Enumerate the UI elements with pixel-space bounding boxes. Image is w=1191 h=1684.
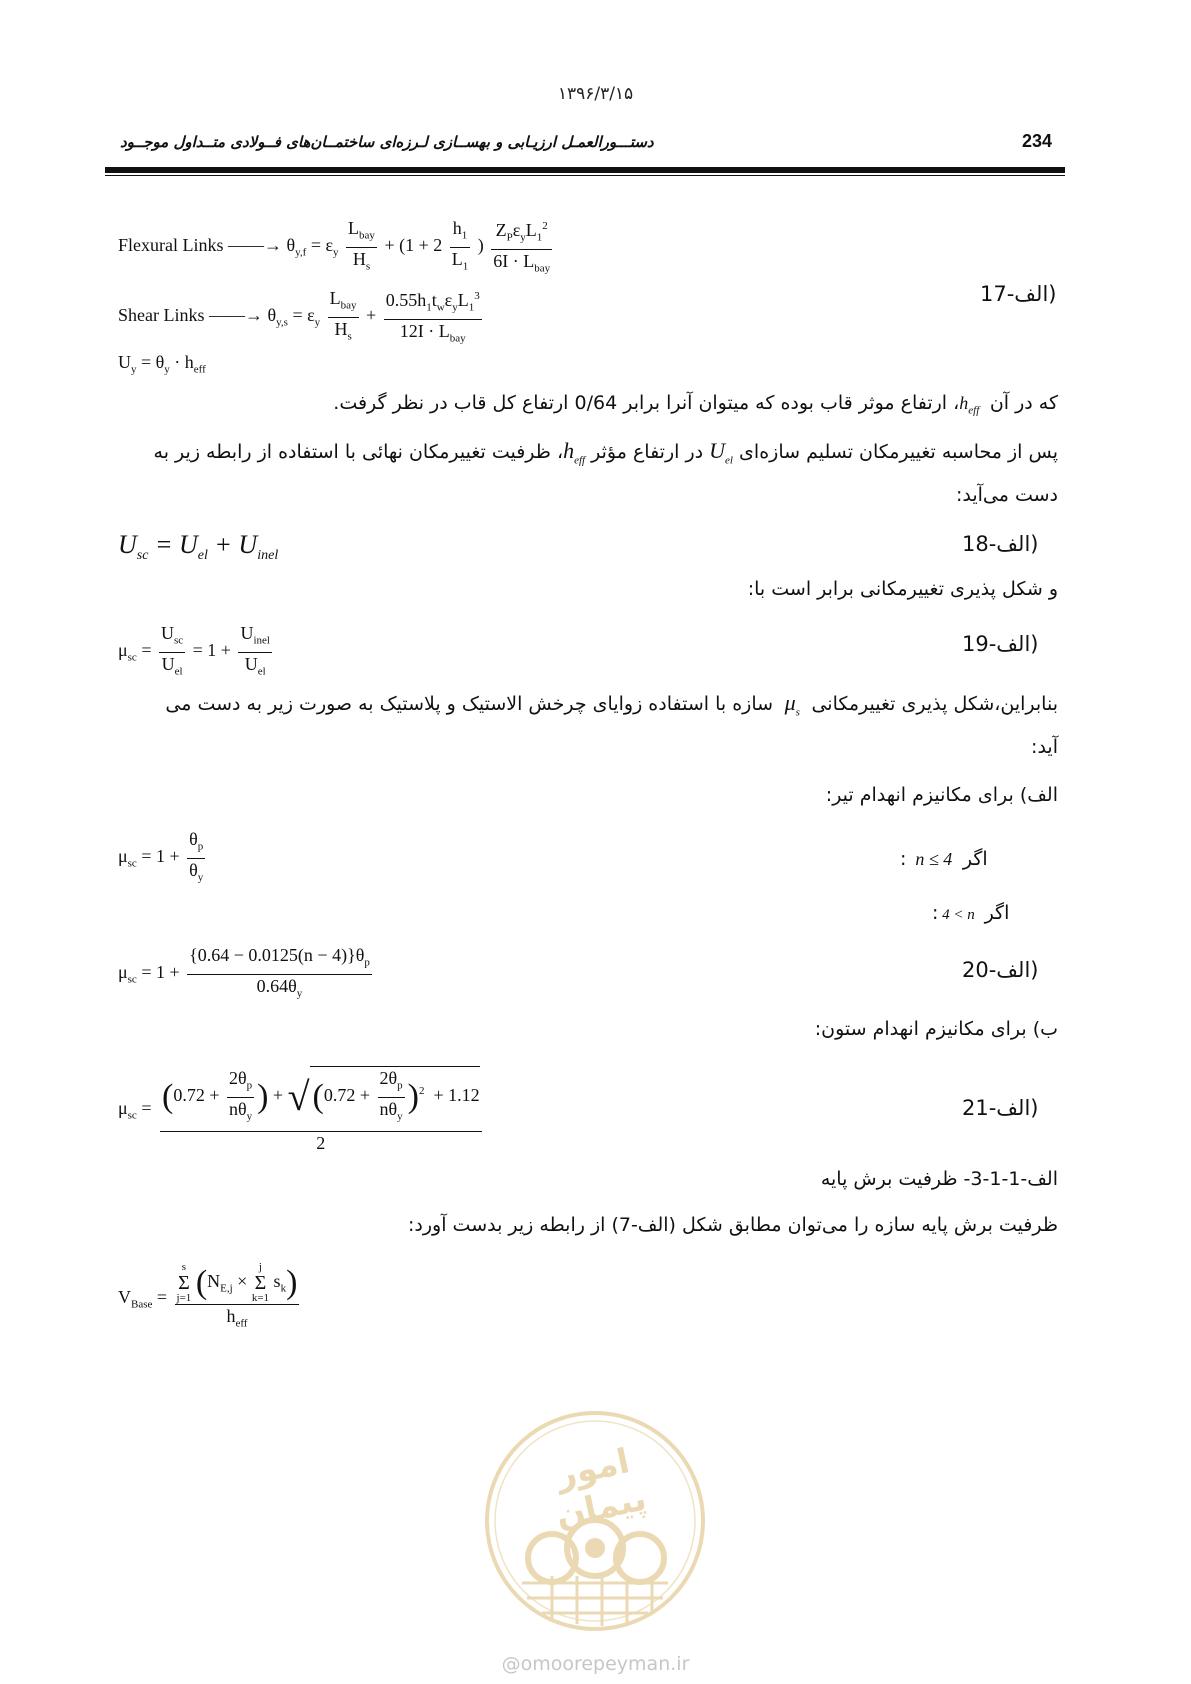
- eq-label-a18: (الف-18: [962, 532, 1039, 556]
- symbol-heff: $h_{eff}$: [959, 393, 984, 417]
- watermark-logo: [482, 1408, 708, 1634]
- section-heading-base-shear: الف-1-1-3- ظرفیت برش پایه: [820, 1168, 1058, 1190]
- watermark-logo-text: امور پیمان: [552, 1441, 650, 1537]
- eq-label-a19: (الف-19: [962, 632, 1039, 656]
- paragraph-ductility: و شکل پذیری تغییرمکانی برابر است با:: [747, 578, 1058, 600]
- watermark-url: @omoorepeyman.ir: [501, 1653, 690, 1675]
- page-number: 234: [1022, 131, 1053, 151]
- date-stamp: ۱۳۹۶/۳/۱۵: [557, 84, 634, 104]
- eq-mu-sc-a21: $\mu_{sc}$ = (0.72 + $\frac{2\theta_p}{n\theta_y}$ ) + √(0.72 + $\frac{2\theta_p}{n\theta_y}$ )$^2$ + 1.12 2: [118, 1068, 480, 1154]
- eq-v-base: $V_{Base}$ = s Σ j=1 ($N_{E,j} \times j$ Σ k=1 $s_k$) $h_{eff}$: [118, 1261, 298, 1330]
- header-rule: [105, 167, 1065, 173]
- eq-mu-sc-a20: $\mu_{sc} = 1$ + $\frac{\{0.64 - 0.0125(n - 4)\}\theta_p}{0.64\theta_y}$: [118, 945, 370, 1000]
- eq-label-a20: (الف-20: [962, 958, 1039, 982]
- paragraph-base-shear: ظرفیت برش پایه سازه را می‌توان مطابق شکل (الف-7) از رابطه زیر بدست آورد:: [408, 1214, 1058, 1236]
- eq-label-a17: (الف-17: [980, 282, 1057, 306]
- eq-shear-links: Shear Links ——→ $\theta_{y,s} = \varepsilon_y$ $\frac{L_{bay}}{H_s}$ + $\frac{0.55h_1t_w\varepsilon_yL_1^3}{12I \cdot L_{bay}}$: [118, 285, 485, 349]
- header-rule-thin: [105, 175, 1065, 176]
- item-beam-mechanism: الف) برای مکانیزم انهدام تیر:: [825, 784, 1058, 806]
- item-column-mechanism: ب) برای مکانیزم انهدام ستون:: [814, 1018, 1058, 1040]
- paragraph-rotation-line2: آید:: [1031, 736, 1058, 758]
- eq-usc: $U_{sc} = U_{el} + U_{inel}$: [118, 530, 279, 564]
- paragraph-uel: پس از محاسبه تغییرمکان تسلیم سازه‌ای $U_{el}$ در ارتفاع مؤثر $h_{eff}،$ ظرفیت تغییرمکان نهائی با استفاده از رابطه زیر به: [153, 438, 1058, 467]
- eq-uy: $U_y = \theta_y \cdot h_{eff}$: [118, 352, 206, 376]
- eq-mu-sc-beam: $\mu_{sc} = 1$ + $\frac{\theta_p}{\theta_y}$: [118, 829, 204, 884]
- at-icon: @: [501, 1653, 521, 1675]
- running-title: دستـــورالعمـل ارزیـابی و بهســازی لـرزه‌ای ساختمــان‌های فــولادی متــداول موجــود: [120, 133, 654, 151]
- paragraph-rotation: بنابراین،شکل پذیری تغییرمکانی $\mu_s$ سازه با استفاده زوایای چرخش الاستیک و پلاستیک به صورت زیر به دست می: [165, 690, 1058, 719]
- eq-label-a21: (الف-21: [962, 1096, 1039, 1120]
- condition-n-le-4: اگر n ≤ 4 :: [900, 848, 988, 870]
- paragraph-heff: که در آن $h_{eff}،$ ارتفاع موثر قاب بوده که میتوان آنرا برابر 0/64 ارتفاع کل قاب در نظر گرفت.: [333, 392, 1058, 417]
- paragraph-uel-line2: دست می‌آید:: [955, 484, 1058, 506]
- condition-n-gt-4: اگر 4 < n :: [932, 902, 1010, 924]
- eq-flexural-links: Flexural Links ——→ $\theta_{y,f} = \varepsilon_y$ $\frac{L_{bay}}{H_s}$ + (1 + 2 $\frac{h_1}{L_1}$ ) $\frac{Z_P\varepsilon_yL_1^2}{6I \cdot L_{bay}}$: [118, 215, 555, 279]
- eq-mu-sc-a19: $\mu_{sc}$ = $\frac{U_{sc}}{U_{el}}$ = 1 + $\frac{U_{inel}}{U_{el}}$: [118, 623, 270, 678]
